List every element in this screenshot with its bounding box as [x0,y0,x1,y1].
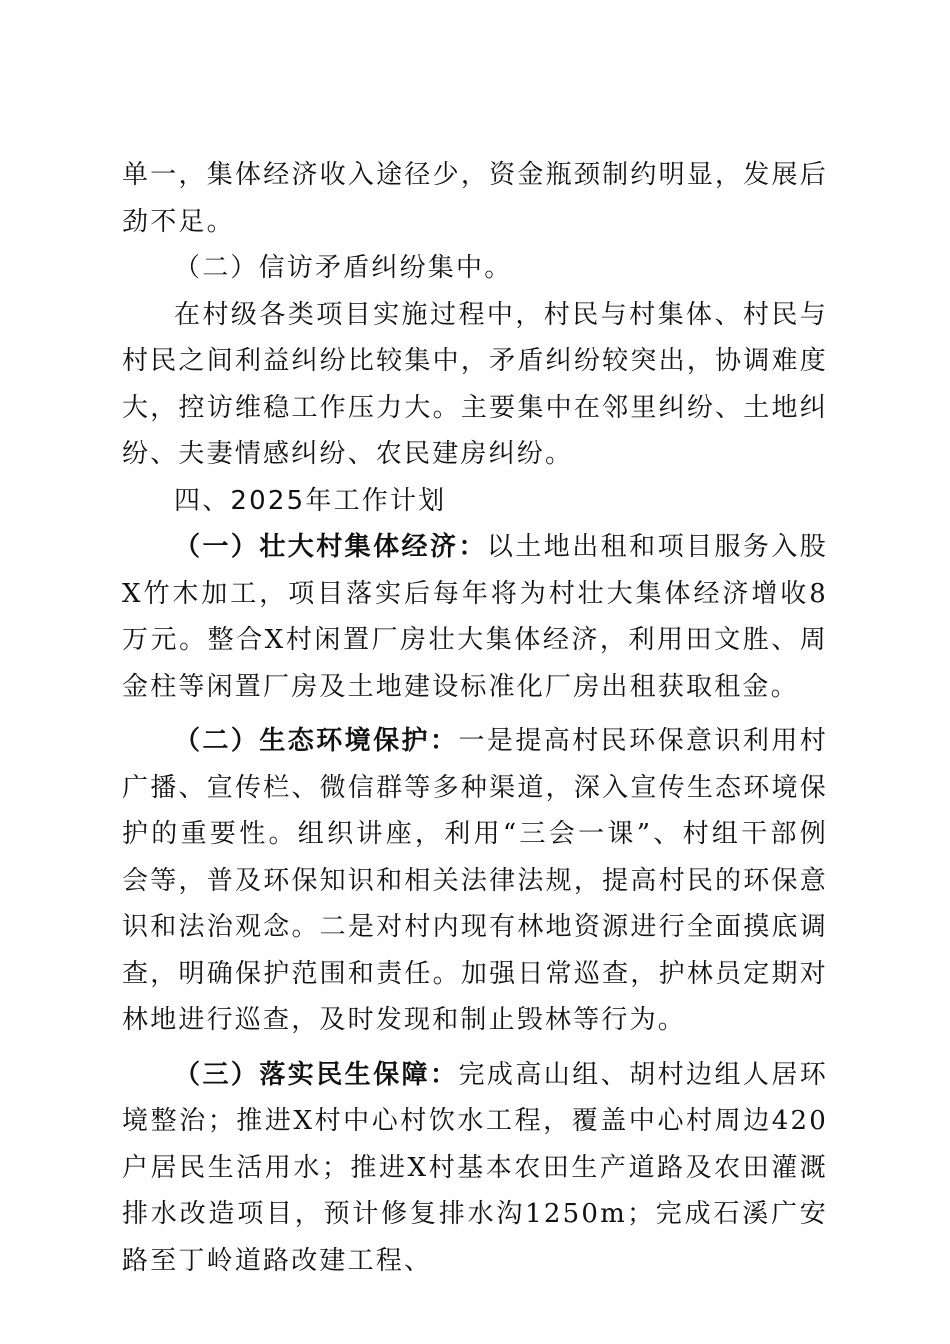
paragraph-continuation: 单一，集体经济收入途径少，资金瓶颈制约明显，发展后劲不足。 [122,160,828,237]
subheading-petition-conflicts: （二）信访矛盾纠纷集中。 [174,253,513,283]
document-body [122,152,828,1284]
item-text-collective-economy: 以土地出租和项目服务入股X竹木加工，项目落实后每年将为村壮大集体经济增收8万元。整合X村闲置厂房壮大集体经济，利用田文胜、周金柱等闲置厂房及土地建设标准化厂房出租获取租金。 [122,532,829,702]
paragraph-livelihood [122,1052,828,1285]
paragraph-petition-conflicts: 在村级各类项目实施过程中，村民与村集体、村民与村民之间利益纠纷比较集中，矛盾纠纷较突出，协调难度大，控访维稳工作压力大。主要集中在邻里纠纷、土地纠纷、夫妻情感纠纷、农民建房纠纷。 [122,299,828,469]
paragraph-ecological-protection [122,718,828,1044]
item-text-ecological-protection: 一是提高村民环保意识利用村广播、宣传栏、微信群等多种渠道，深入宣传生态环境保护的重要性。组织讲座，利用“三会一课”、村组干部例会等，普及环保知识和相关法律法规，提高村民的环保意识和法治观念。二是对村内现有林地资源进行全面摸底调查，明确保护范围和责任。加强日常巡查，护林员定期对林地进行巡查，及时发现和制止毁林等行为。 [122,726,828,1035]
item-text-livelihood: 完成高山组、胡村边组人居环境整治；推进X村中心村饮水工程，覆盖中心村周边420户居民生活用水；推进X村基本农田生产道路及农田灌溉排水改造项目，预计修复排水沟1250m；完成石溪广安路至丁岭道路改建工程、 [122,1059,828,1276]
item-heading-livelihood: （三）落实民生保障： [174,1059,459,1090]
section-heading-work-plan: 四、2025年工作计划 [174,485,447,516]
item-heading-ecological-protection: （二）生态环境保护： [174,726,459,756]
item-heading-collective-economy: （一）壮大村集体经济： [174,532,487,562]
paragraph-collective-economy [122,524,828,710]
